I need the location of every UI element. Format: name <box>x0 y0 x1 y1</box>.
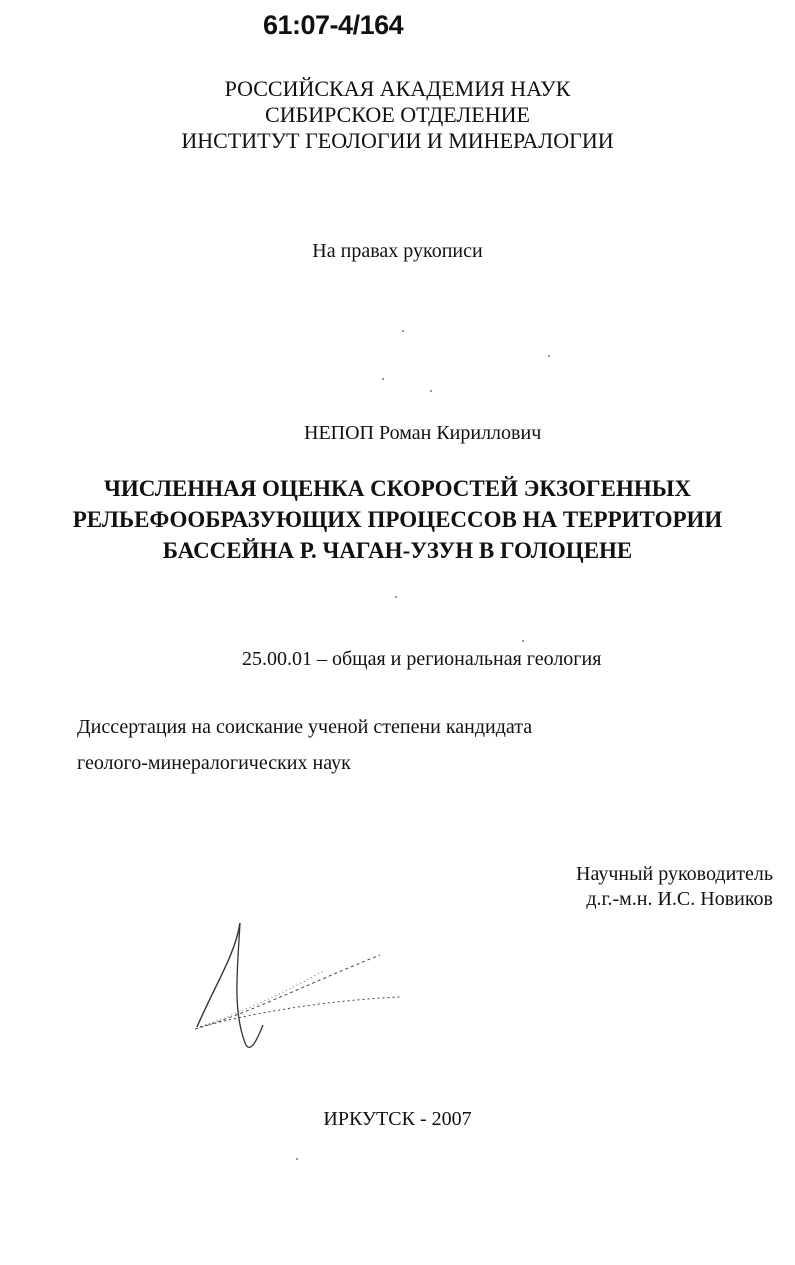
thesis-title-line-2: РЕЛЬЕФООБРАЗУЮЩИХ ПРОЦЕССОВ НА ТЕРРИТОРИИ <box>72 507 723 532</box>
scan-speck <box>395 596 397 598</box>
organization-line-branch: СИБИРСКОЕ ОТДЕЛЕНИЕ <box>265 102 530 127</box>
author-name: НЕПОП Роман Кириллович <box>304 422 542 444</box>
scan-speck <box>430 390 432 392</box>
supervisor-role: Научный руководитель <box>576 863 773 885</box>
scan-speck <box>402 330 404 332</box>
organization-line-institute: ИНСТИТУТ ГЕОЛОГИИ И МИНЕРАЛОГИИ <box>181 128 614 153</box>
dissertation-degree-line-2: геолого-минералогических наук <box>77 752 351 774</box>
city-and-year: ИРКУТСК - 2007 <box>323 1108 472 1130</box>
thesis-title-line-1: ЧИСЛЕННАЯ ОЦЕНКА СКОРОСТЕЙ ЭКЗОГЕННЫХ <box>104 476 691 501</box>
thesis-title-line-3: БАССЕЙНА Р. ЧАГАН-УЗУН В ГОЛОЦЕНЕ <box>162 538 633 563</box>
manuscript-rights-note: На правах рукописи <box>312 240 483 262</box>
scan-speck <box>296 1158 298 1160</box>
handwritten-signature <box>185 915 415 1060</box>
organization-line-academy: РОССИЙСКАЯ АКАДЕМИЯ НАУК <box>224 76 571 101</box>
scan-speck <box>382 378 384 380</box>
scan-speck <box>548 355 550 357</box>
archive-code: 61:07-4/164 <box>263 10 404 40</box>
scan-speck <box>522 640 524 642</box>
specialty-code: 25.00.01 – общая и региональная геология <box>242 648 602 670</box>
dissertation-degree-line-1: Диссертация на соискание ученой степени кандидата <box>77 716 533 738</box>
supervisor-name: д.г.-м.н. И.С. Новиков <box>586 888 773 910</box>
